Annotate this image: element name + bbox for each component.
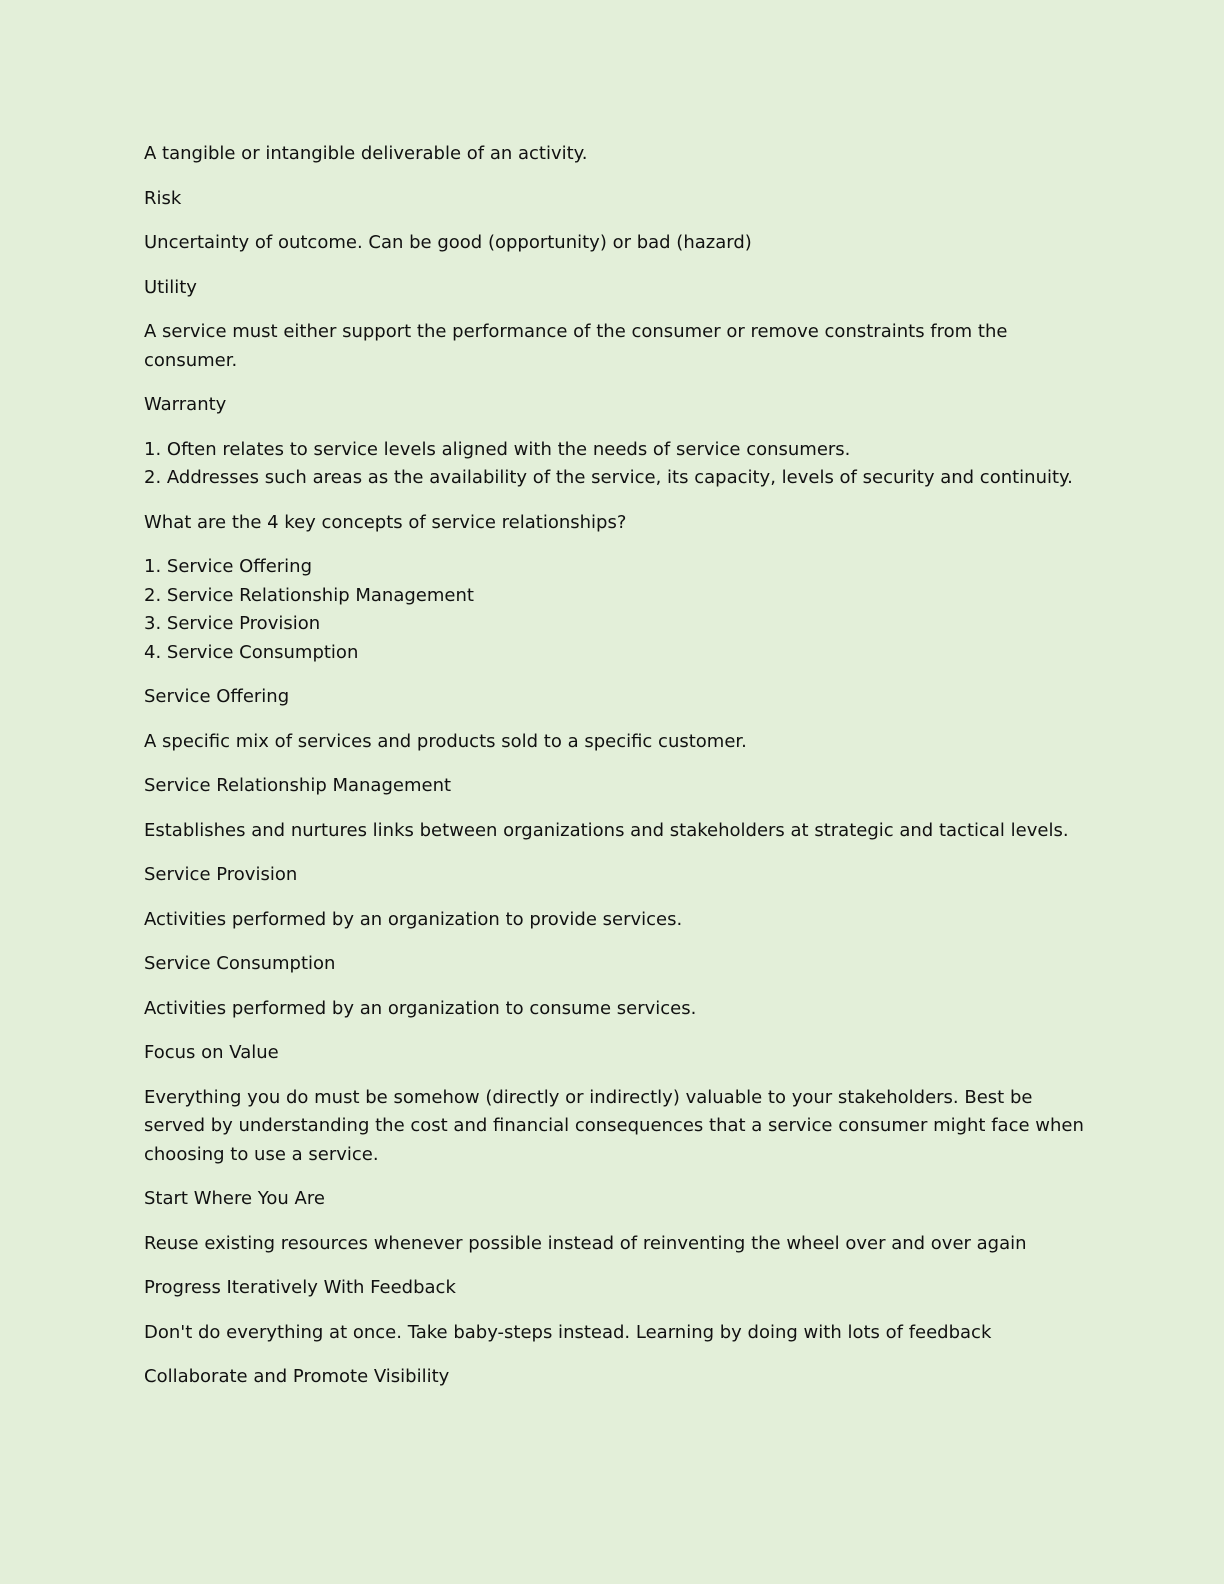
list-item: 4. Service Consumption: [144, 641, 359, 663]
paragraph: Don't do everything at once. Take baby-steps instead. Learning by doing with lots of feedback: [144, 1321, 992, 1343]
numbered-list: [144, 436, 1084, 493]
term-heading: Utility: [144, 276, 197, 298]
paragraph: A tangible or intangible deliverable of an activity.: [144, 143, 588, 164]
numbered-list: [144, 553, 1084, 667]
paragraph: Reuse existing resources whenever possible instead of reinventing the wheel over and over again: [144, 1232, 1027, 1254]
term-heading: Progress Iteratively With Feedback: [144, 1277, 456, 1298]
term-heading: Service Provision: [144, 864, 298, 885]
list-item: 2. Service Relationship Management: [144, 584, 474, 606]
term-heading: Risk: [144, 187, 182, 209]
question-heading: What are the 4 key concepts of service relationships?: [144, 511, 627, 533]
term-heading: Service Relationship Management: [144, 775, 452, 796]
list-item: 1. Service Offering: [144, 556, 313, 577]
term-heading: Warranty: [144, 394, 227, 415]
term-heading: Collaborate and Promote Visibility: [144, 1366, 450, 1387]
term-heading: Service Offering: [144, 686, 290, 707]
paragraph: A service must either support the performance of the consumer or remove constraints from the consumer.: [144, 321, 1008, 371]
paragraph: Establishes and nurtures links between organizations and stakeholders at strategic and tactical levels.: [144, 819, 1069, 841]
paragraph: Activities performed by an organization to provide services.: [144, 908, 683, 930]
paragraph: Everything you do must be somehow (directly or indirectly) valuable to your stakeholders. Best be served by understanding the cost and financial consequences that a service consumer might face when choosing to use a service.: [144, 1086, 1084, 1165]
document-page: [144, 140, 1084, 1408]
list-item: 1. Often relates to service levels aligned with the needs of service consumers.: [144, 438, 851, 460]
term-heading: Service Consumption: [144, 953, 336, 974]
paragraph: Uncertainty of outcome. Can be good (opportunity) or bad (hazard): [144, 232, 752, 253]
term-heading: Focus on Value: [144, 1042, 279, 1063]
list-item: 2. Addresses such areas as the availability of the service, its capacity, levels of security and continuity.: [144, 467, 1073, 488]
list-item: 3. Service Provision: [144, 613, 321, 634]
term-heading: Start Where You Are: [144, 1188, 325, 1209]
paragraph: Activities performed by an organization to consume services.: [144, 997, 697, 1019]
paragraph: A specific mix of services and products sold to a specific customer.: [144, 730, 747, 752]
